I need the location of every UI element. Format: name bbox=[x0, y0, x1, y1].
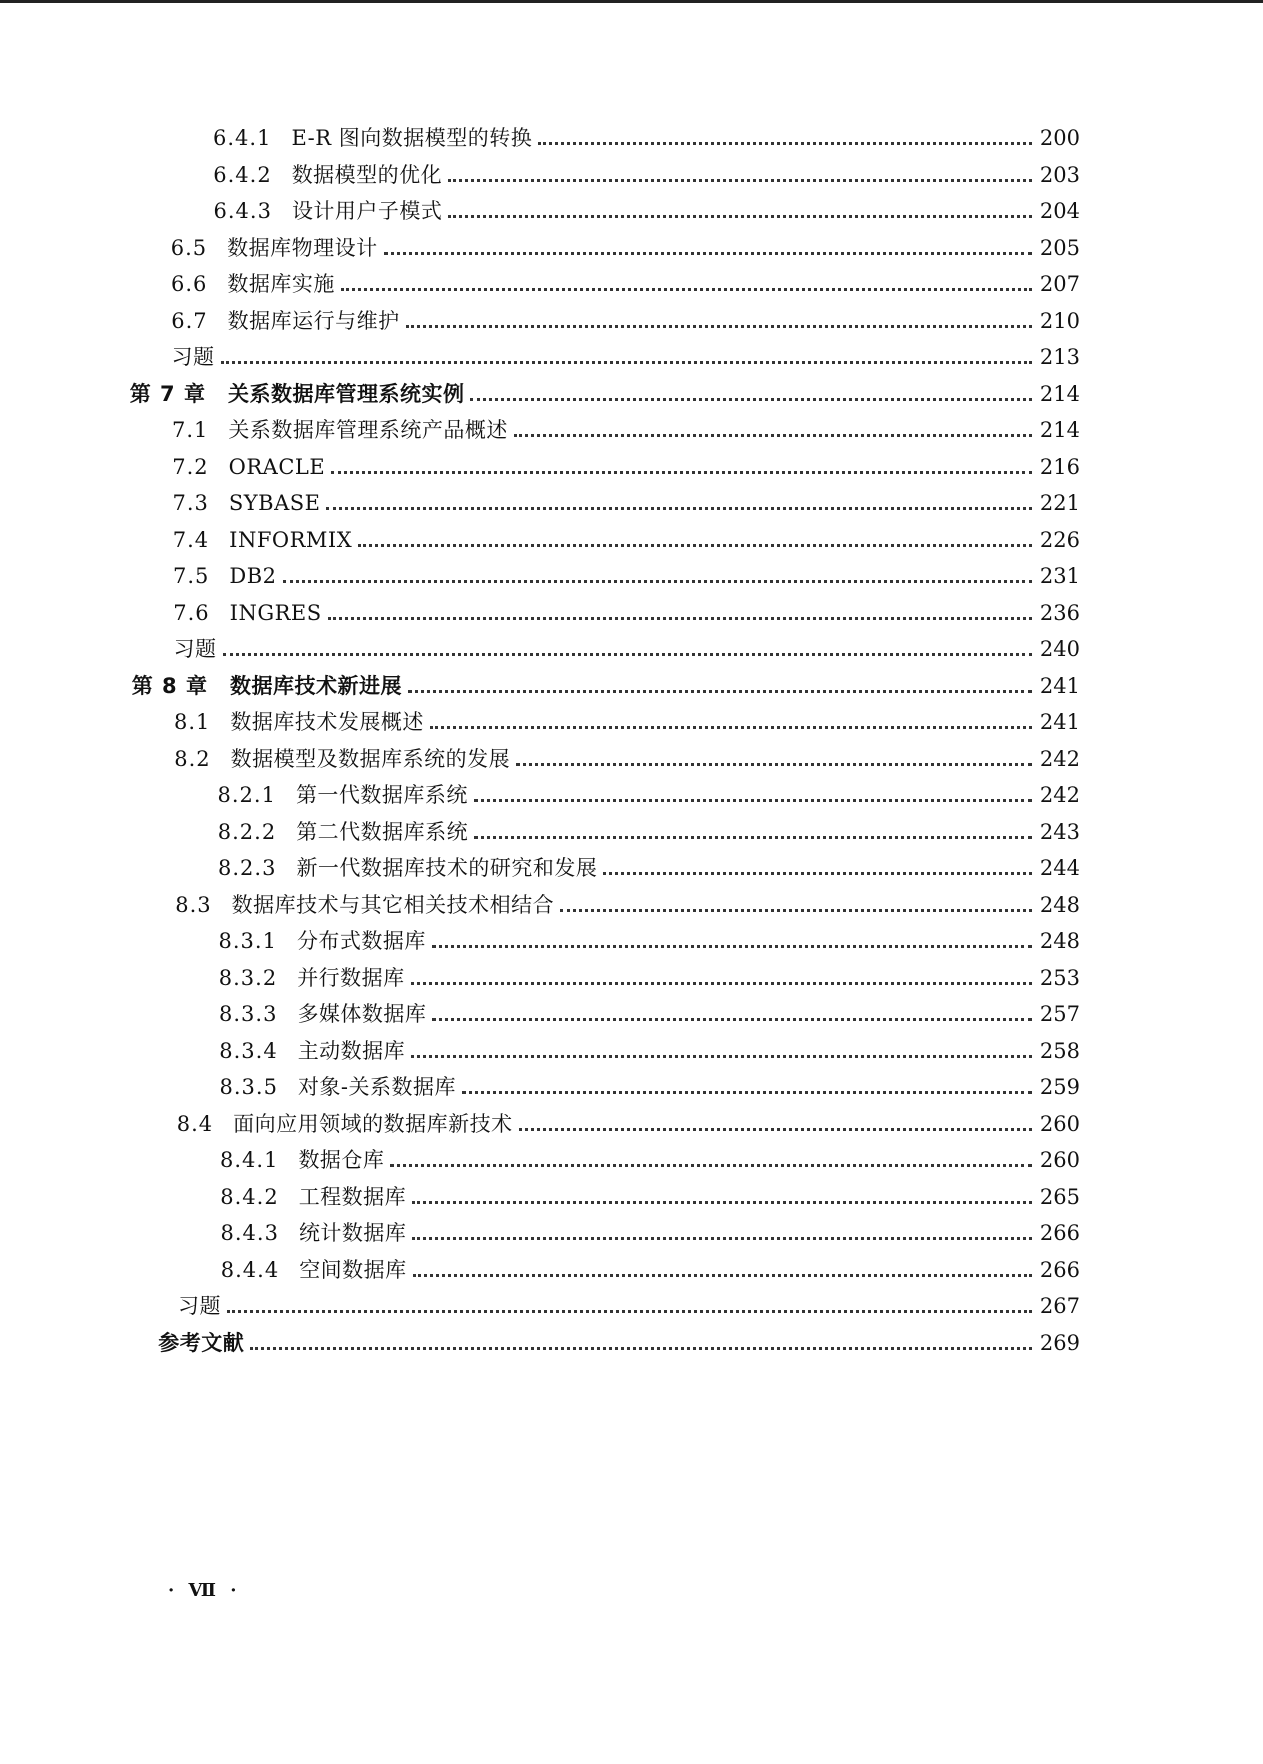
toc-entry-page-number: 210 bbox=[1039, 308, 1080, 333]
toc-entry-page-number: 242 bbox=[1039, 746, 1080, 771]
toc-entry[interactable] bbox=[175, 887, 1080, 917]
dot-leader bbox=[326, 507, 1031, 510]
toc-entry-number: 8.4.2 bbox=[220, 1184, 279, 1209]
dot-leader bbox=[358, 544, 1032, 547]
toc-entry-number: 8.4.4 bbox=[220, 1257, 280, 1282]
toc-entry[interactable] bbox=[171, 303, 1080, 333]
toc-chapter-entry[interactable] bbox=[130, 376, 1080, 406]
toc-entry-number: 8.3.1 bbox=[218, 929, 277, 953]
dot-leader bbox=[331, 471, 1032, 474]
toc-entry[interactable] bbox=[171, 230, 1080, 260]
toc-entry-title: 第一代数据库系统 bbox=[295, 783, 468, 807]
page-number-footer: · Ⅶ · bbox=[168, 1580, 241, 1601]
toc-entry-number: 7.6 bbox=[173, 600, 210, 625]
toc-entry-title: 设计用户子模式 bbox=[291, 199, 443, 223]
toc-entry-number: 8.2 bbox=[174, 746, 211, 771]
toc-entry-page-number: 214 bbox=[1039, 418, 1080, 442]
toc-entry-title: E-R 图向数据模型的转换 bbox=[291, 126, 533, 150]
toc-entry-page-number: 221 bbox=[1039, 491, 1080, 515]
toc-entry-number: 8.2.1 bbox=[217, 783, 276, 807]
dot-leader bbox=[474, 836, 1032, 839]
dot-leader bbox=[514, 434, 1032, 437]
dot-leader bbox=[408, 690, 1032, 693]
toc-entry-page-number: 260 bbox=[1039, 1111, 1080, 1136]
toc-entry-page-number: 241 bbox=[1039, 673, 1080, 698]
toc-entry[interactable] bbox=[174, 704, 1080, 734]
toc-entry-title: 空间数据库 bbox=[299, 1257, 407, 1282]
toc-entry-number: 第 8 章 bbox=[131, 673, 208, 698]
toc-entry-number: 7.3 bbox=[172, 491, 209, 515]
toc-entry[interactable] bbox=[220, 1179, 1080, 1209]
dot-leader bbox=[384, 252, 1032, 255]
toc-entry-title: 习题 bbox=[173, 637, 217, 661]
dot-leader bbox=[470, 398, 1031, 401]
toc-entry-number: 8.2.2 bbox=[217, 819, 277, 844]
toc-entry[interactable] bbox=[219, 996, 1080, 1026]
toc-entry[interactable] bbox=[218, 850, 1080, 880]
toc-entry[interactable] bbox=[219, 923, 1081, 953]
toc-entry-title: 新一代数据库技术的研究和发展 bbox=[296, 856, 598, 880]
toc-entry[interactable] bbox=[172, 412, 1080, 442]
toc-entry-number: 7.4 bbox=[172, 527, 210, 552]
dot-leader bbox=[411, 1055, 1032, 1058]
toc-entry-title: 数据库技术发展概述 bbox=[230, 710, 424, 734]
toc-entry[interactable] bbox=[221, 1215, 1081, 1245]
toc-entry-page-number: 248 bbox=[1039, 892, 1080, 917]
toc-entry-page-number: 253 bbox=[1039, 965, 1080, 990]
toc-entry-title: 数据模型及数据库系统的发展 bbox=[230, 746, 511, 771]
toc-entry-number: 8.2.3 bbox=[218, 856, 277, 880]
toc-entry[interactable] bbox=[214, 193, 1081, 223]
toc-entry-number: 8.4.3 bbox=[220, 1221, 279, 1245]
toc-entry-title: 数据仓库 bbox=[298, 1148, 385, 1172]
toc-entry-title: 对象-关系数据库 bbox=[297, 1075, 457, 1099]
toc-entry-title: 数据库技术新进展 bbox=[229, 673, 402, 698]
toc-entry-title: SYBASE bbox=[228, 491, 321, 515]
dot-leader bbox=[432, 1018, 1031, 1021]
toc-entry-page-number: 257 bbox=[1039, 1002, 1080, 1026]
toc-entry-page-number: 213 bbox=[1039, 345, 1080, 369]
toc-entry[interactable] bbox=[172, 449, 1080, 479]
toc-entry-page-number: 265 bbox=[1039, 1184, 1080, 1209]
dot-leader bbox=[223, 653, 1032, 656]
toc-entry-page-number: 236 bbox=[1039, 600, 1080, 625]
toc-entry-title: 习题 bbox=[178, 1294, 221, 1318]
toc-entry-number: 8.3.2 bbox=[218, 965, 278, 990]
toc-entry[interactable] bbox=[220, 1069, 1081, 1099]
dot-leader bbox=[448, 215, 1031, 218]
toc-entry-number: 6.4.1 bbox=[213, 126, 272, 150]
toc-entry-title: 数据库技术与其它相关技术相结合 bbox=[231, 892, 555, 917]
toc-entry-number: 8.3.3 bbox=[219, 1002, 278, 1026]
dot-leader bbox=[412, 1201, 1032, 1204]
dot-leader bbox=[406, 325, 1032, 328]
toc-entry-title: ORACLE bbox=[228, 454, 326, 479]
dot-leader bbox=[462, 1091, 1032, 1094]
toc-entry-page-number: 204 bbox=[1039, 199, 1080, 223]
toc-entry-title: 第二代数据库系统 bbox=[296, 819, 469, 844]
dot-leader bbox=[283, 580, 1032, 583]
toc-entry[interactable] bbox=[221, 1252, 1080, 1282]
toc-entry-page-number: 242 bbox=[1039, 783, 1080, 807]
toc-entry-page-number: 267 bbox=[1039, 1294, 1080, 1318]
dot-leader bbox=[413, 1274, 1032, 1277]
toc-entry[interactable] bbox=[177, 1106, 1080, 1136]
dot-leader bbox=[328, 617, 1032, 620]
toc-entry-title: INGRES bbox=[229, 600, 322, 625]
toc-entry-page-number: 207 bbox=[1039, 272, 1080, 296]
toc-entry-title: 数据模型的优化 bbox=[291, 162, 443, 187]
toc-entry-page-number: 203 bbox=[1039, 162, 1080, 187]
toc-entry-title: 参考文献 bbox=[158, 1330, 245, 1355]
toc-entry[interactable] bbox=[174, 631, 1081, 661]
toc-entry[interactable] bbox=[218, 814, 1080, 844]
toc-entry-number: 6.4.2 bbox=[213, 162, 272, 187]
toc-entry[interactable] bbox=[172, 339, 1081, 369]
toc-entry-number: 6.4.3 bbox=[213, 199, 272, 223]
toc-entry[interactable] bbox=[178, 1288, 1080, 1318]
toc-entry-number: 8.3 bbox=[175, 892, 212, 917]
toc-entry-title: 数据库物理设计 bbox=[227, 235, 378, 260]
toc-entry-page-number: 260 bbox=[1039, 1148, 1080, 1172]
toc-entry[interactable] bbox=[219, 1033, 1080, 1063]
toc-entry-title: INFORMIX bbox=[229, 527, 353, 552]
dot-leader bbox=[430, 726, 1032, 729]
toc-entry-page-number: 266 bbox=[1039, 1221, 1080, 1245]
dot-leader bbox=[250, 1347, 1032, 1350]
toc-entry-page-number: 216 bbox=[1039, 454, 1080, 479]
toc-entry[interactable] bbox=[174, 741, 1080, 771]
toc-entry-title: 分布式数据库 bbox=[296, 929, 426, 953]
toc-entry-number: 6.7 bbox=[171, 308, 208, 333]
toc-entry-page-number: 259 bbox=[1039, 1075, 1080, 1099]
toc-entry-title: 工程数据库 bbox=[298, 1184, 407, 1209]
dot-leader bbox=[412, 1237, 1031, 1240]
toc-entry-title: 关系数据库管理系统实例 bbox=[227, 381, 465, 406]
toc-entry[interactable] bbox=[173, 558, 1080, 588]
toc-entry-title: 主动数据库 bbox=[297, 1038, 406, 1063]
toc-entry-number: 8.4.1 bbox=[220, 1148, 279, 1172]
toc-entry[interactable] bbox=[213, 120, 1080, 150]
toc-entry-page-number: 200 bbox=[1039, 126, 1080, 150]
toc-entry-number: 6.5 bbox=[170, 235, 208, 260]
toc-entry[interactable] bbox=[219, 960, 1080, 990]
dot-leader bbox=[448, 179, 1032, 182]
toc-entry-title: 关系数据库管理系统产品概述 bbox=[228, 418, 508, 442]
toc-entry[interactable] bbox=[173, 522, 1080, 552]
toc-entry-title: DB2 bbox=[229, 564, 277, 588]
dot-leader bbox=[516, 763, 1032, 766]
toc-entry-number: 8.3.5 bbox=[219, 1075, 278, 1099]
dot-leader bbox=[341, 288, 1032, 291]
toc-entry[interactable] bbox=[171, 266, 1080, 296]
dot-leader bbox=[603, 872, 1031, 875]
toc-entry-number: 8.4 bbox=[176, 1111, 214, 1136]
toc-entry[interactable] bbox=[218, 777, 1081, 807]
toc-entry[interactable] bbox=[173, 485, 1081, 515]
dot-leader bbox=[538, 142, 1032, 145]
dot-leader bbox=[390, 1164, 1031, 1167]
toc-entry-title: 统计数据库 bbox=[298, 1221, 407, 1245]
toc-entry-number: 6.6 bbox=[171, 272, 208, 296]
toc-entry-page-number: 258 bbox=[1039, 1038, 1080, 1063]
dot-leader bbox=[432, 945, 1032, 948]
toc-entry-page-number: 266 bbox=[1039, 1257, 1080, 1282]
toc-entry-number: 7.5 bbox=[173, 564, 210, 588]
dot-leader bbox=[411, 982, 1032, 985]
toc-entry[interactable] bbox=[220, 1142, 1080, 1172]
toc-entry-number: 8.3.4 bbox=[219, 1038, 278, 1063]
toc-entry-number: 7.1 bbox=[172, 418, 209, 442]
dot-leader bbox=[560, 909, 1032, 912]
toc-entry-title: 面向应用领域的数据库新技术 bbox=[233, 1111, 513, 1136]
dot-leader bbox=[519, 1128, 1032, 1131]
toc-chapter-entry[interactable] bbox=[132, 668, 1080, 698]
toc-entry-number: 第 7 章 bbox=[129, 381, 206, 406]
toc-entry-number: 7.2 bbox=[172, 454, 209, 479]
toc-entry-title: 并行数据库 bbox=[297, 965, 405, 990]
toc-entry-page-number: 226 bbox=[1039, 527, 1080, 552]
toc-entry-title: 习题 bbox=[171, 345, 215, 369]
toc-entry-page-number: 240 bbox=[1039, 637, 1080, 661]
dot-leader bbox=[474, 799, 1032, 802]
toc-entry-page-number: 243 bbox=[1039, 819, 1080, 844]
toc-entry-page-number: 231 bbox=[1039, 564, 1080, 588]
toc-entry[interactable] bbox=[213, 157, 1080, 187]
toc-entry-page-number: 241 bbox=[1039, 710, 1080, 734]
dot-leader bbox=[227, 1310, 1032, 1313]
toc-entry-title: 数据库运行与维护 bbox=[227, 308, 400, 333]
toc-chapter-entry[interactable] bbox=[136, 1325, 1080, 1355]
toc-entry-page-number: 244 bbox=[1039, 856, 1080, 880]
toc-entry-page-number: 269 bbox=[1039, 1330, 1080, 1355]
toc-entry-page-number: 205 bbox=[1039, 235, 1080, 260]
toc-entry-title: 数据库实施 bbox=[227, 272, 335, 296]
toc-entry-page-number: 248 bbox=[1039, 929, 1080, 953]
toc-entry-number: 8.1 bbox=[174, 710, 211, 734]
dot-leader bbox=[221, 361, 1032, 364]
toc-entry[interactable] bbox=[173, 595, 1080, 625]
toc-entry-title: 多媒体数据库 bbox=[297, 1002, 427, 1026]
toc-entry-page-number: 214 bbox=[1039, 381, 1080, 406]
